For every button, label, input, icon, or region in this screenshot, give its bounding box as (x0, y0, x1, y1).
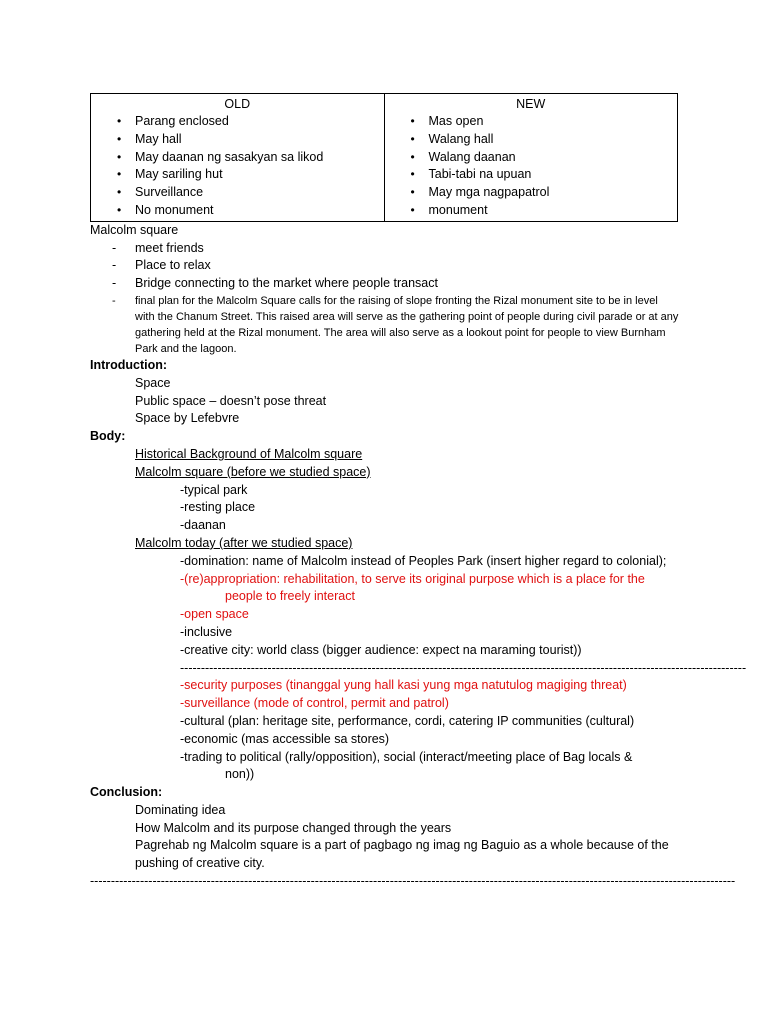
new-header: NEW (516, 97, 546, 111)
historical-background-heading: Historical Background of Malcolm square (135, 446, 363, 461)
old-list (97, 113, 378, 220)
document-page (90, 93, 747, 891)
conclusion-heading: Conclusion: (90, 785, 163, 800)
comparison-table (90, 93, 678, 222)
cultural-item: -cultural (plan: heritage site, performance, cordi, catering IP communities (cultural) (180, 713, 635, 728)
section-divider: ---------------------------------------------------------------------------------------------------------------------------------------- (180, 660, 747, 675)
list-item: • May mga nagpapatrol (391, 184, 672, 202)
introduction-heading: Introduction: (90, 357, 168, 372)
economic-item: -economic (mas accessible sa stores) (180, 731, 390, 746)
domination-item: -domination: name of Malcolm instead of Peoples Park (insert higher regard to colonial); (180, 553, 667, 568)
intro-item: Space by Lefebvre (135, 411, 240, 426)
list-item: • monument (391, 202, 672, 220)
trading-continuation: non)) (225, 767, 255, 782)
malcolm-heading: Malcolm square (90, 222, 179, 237)
intro-item: Space (135, 375, 171, 390)
before-item: -daanan (180, 518, 226, 533)
old-header: OLD (224, 97, 251, 111)
old-column (91, 94, 385, 222)
new-list (391, 113, 672, 220)
open-space-item: -open space (180, 607, 249, 622)
list-item: • Parang enclosed (97, 113, 378, 131)
new-column (384, 94, 678, 222)
before-item: -typical park (180, 482, 248, 497)
reappropriation-continuation: people to freely interact (225, 589, 355, 604)
list-item: • May hall (97, 131, 378, 149)
creative-city-item: -creative city: world class (bigger audience: expect na maraming tourist)) (180, 642, 582, 657)
list-item: • Walang hall (391, 131, 672, 149)
conclusion-item: Dominating idea (135, 802, 226, 817)
security-item: -security purposes (tinanggal yung hall kasi yung mga natutulog magiging threat) (180, 678, 627, 693)
conclusion-item: Pagrehab ng Malcolm square is a part of pagbago ng imag ng Baguio as a whole because of the (135, 838, 669, 853)
trading-item: -trading to political (rally/opposition), social (interact/meeting place of Bag locals & (180, 749, 633, 764)
today-heading: Malcolm today (after we studied space) (135, 535, 353, 550)
body-heading: Body: (90, 429, 126, 444)
final-plan-paragraph: - final plan for the Malcolm Square calls for the raising of slope fronting the Rizal monument site to be in level with the Chanum Street. This raised area will serve as the gathering point of people during civil parade or at any gathering held at the Rizal monument. The area will also serve as a lookout point for people to view Burnham Park and the lagoon. (90, 293, 680, 357)
list-item: • Tabi-tabi na upuan (391, 166, 672, 184)
list-item: • No monument (97, 202, 378, 220)
list-item: - meet friends (90, 240, 680, 258)
list-item: • Walang daanan (391, 149, 672, 167)
list-item: • Mas open (391, 113, 672, 131)
inclusive-item: -inclusive (180, 624, 233, 639)
end-divider: ----------------------------------------------------------------------------------------------------------------------------------------------------------- (90, 874, 736, 889)
list-item: • May daanan ng sasakyan sa likod (97, 149, 378, 167)
list-item: • Surveillance (97, 184, 378, 202)
malcolm-list (90, 240, 680, 357)
before-item: -resting place (180, 500, 256, 515)
list-item: - Place to relax (90, 257, 680, 275)
reappropriation-item: -(re)appropriation: rehabilitation, to serve its original purpose which is a place for the (180, 571, 645, 586)
before-heading: Malcolm square (before we studied space) (135, 464, 371, 479)
list-item: • May sariling hut (97, 166, 378, 184)
intro-item: Public space – doesn’t pose threat (135, 393, 327, 408)
conclusion-item: pushing of creative city. (135, 856, 265, 871)
conclusion-item: How Malcolm and its purpose changed through the years (135, 820, 452, 835)
surveillance-item: -surveillance (mode of control, permit and patrol) (180, 696, 449, 711)
list-item: - Bridge connecting to the market where people transact (90, 275, 680, 293)
